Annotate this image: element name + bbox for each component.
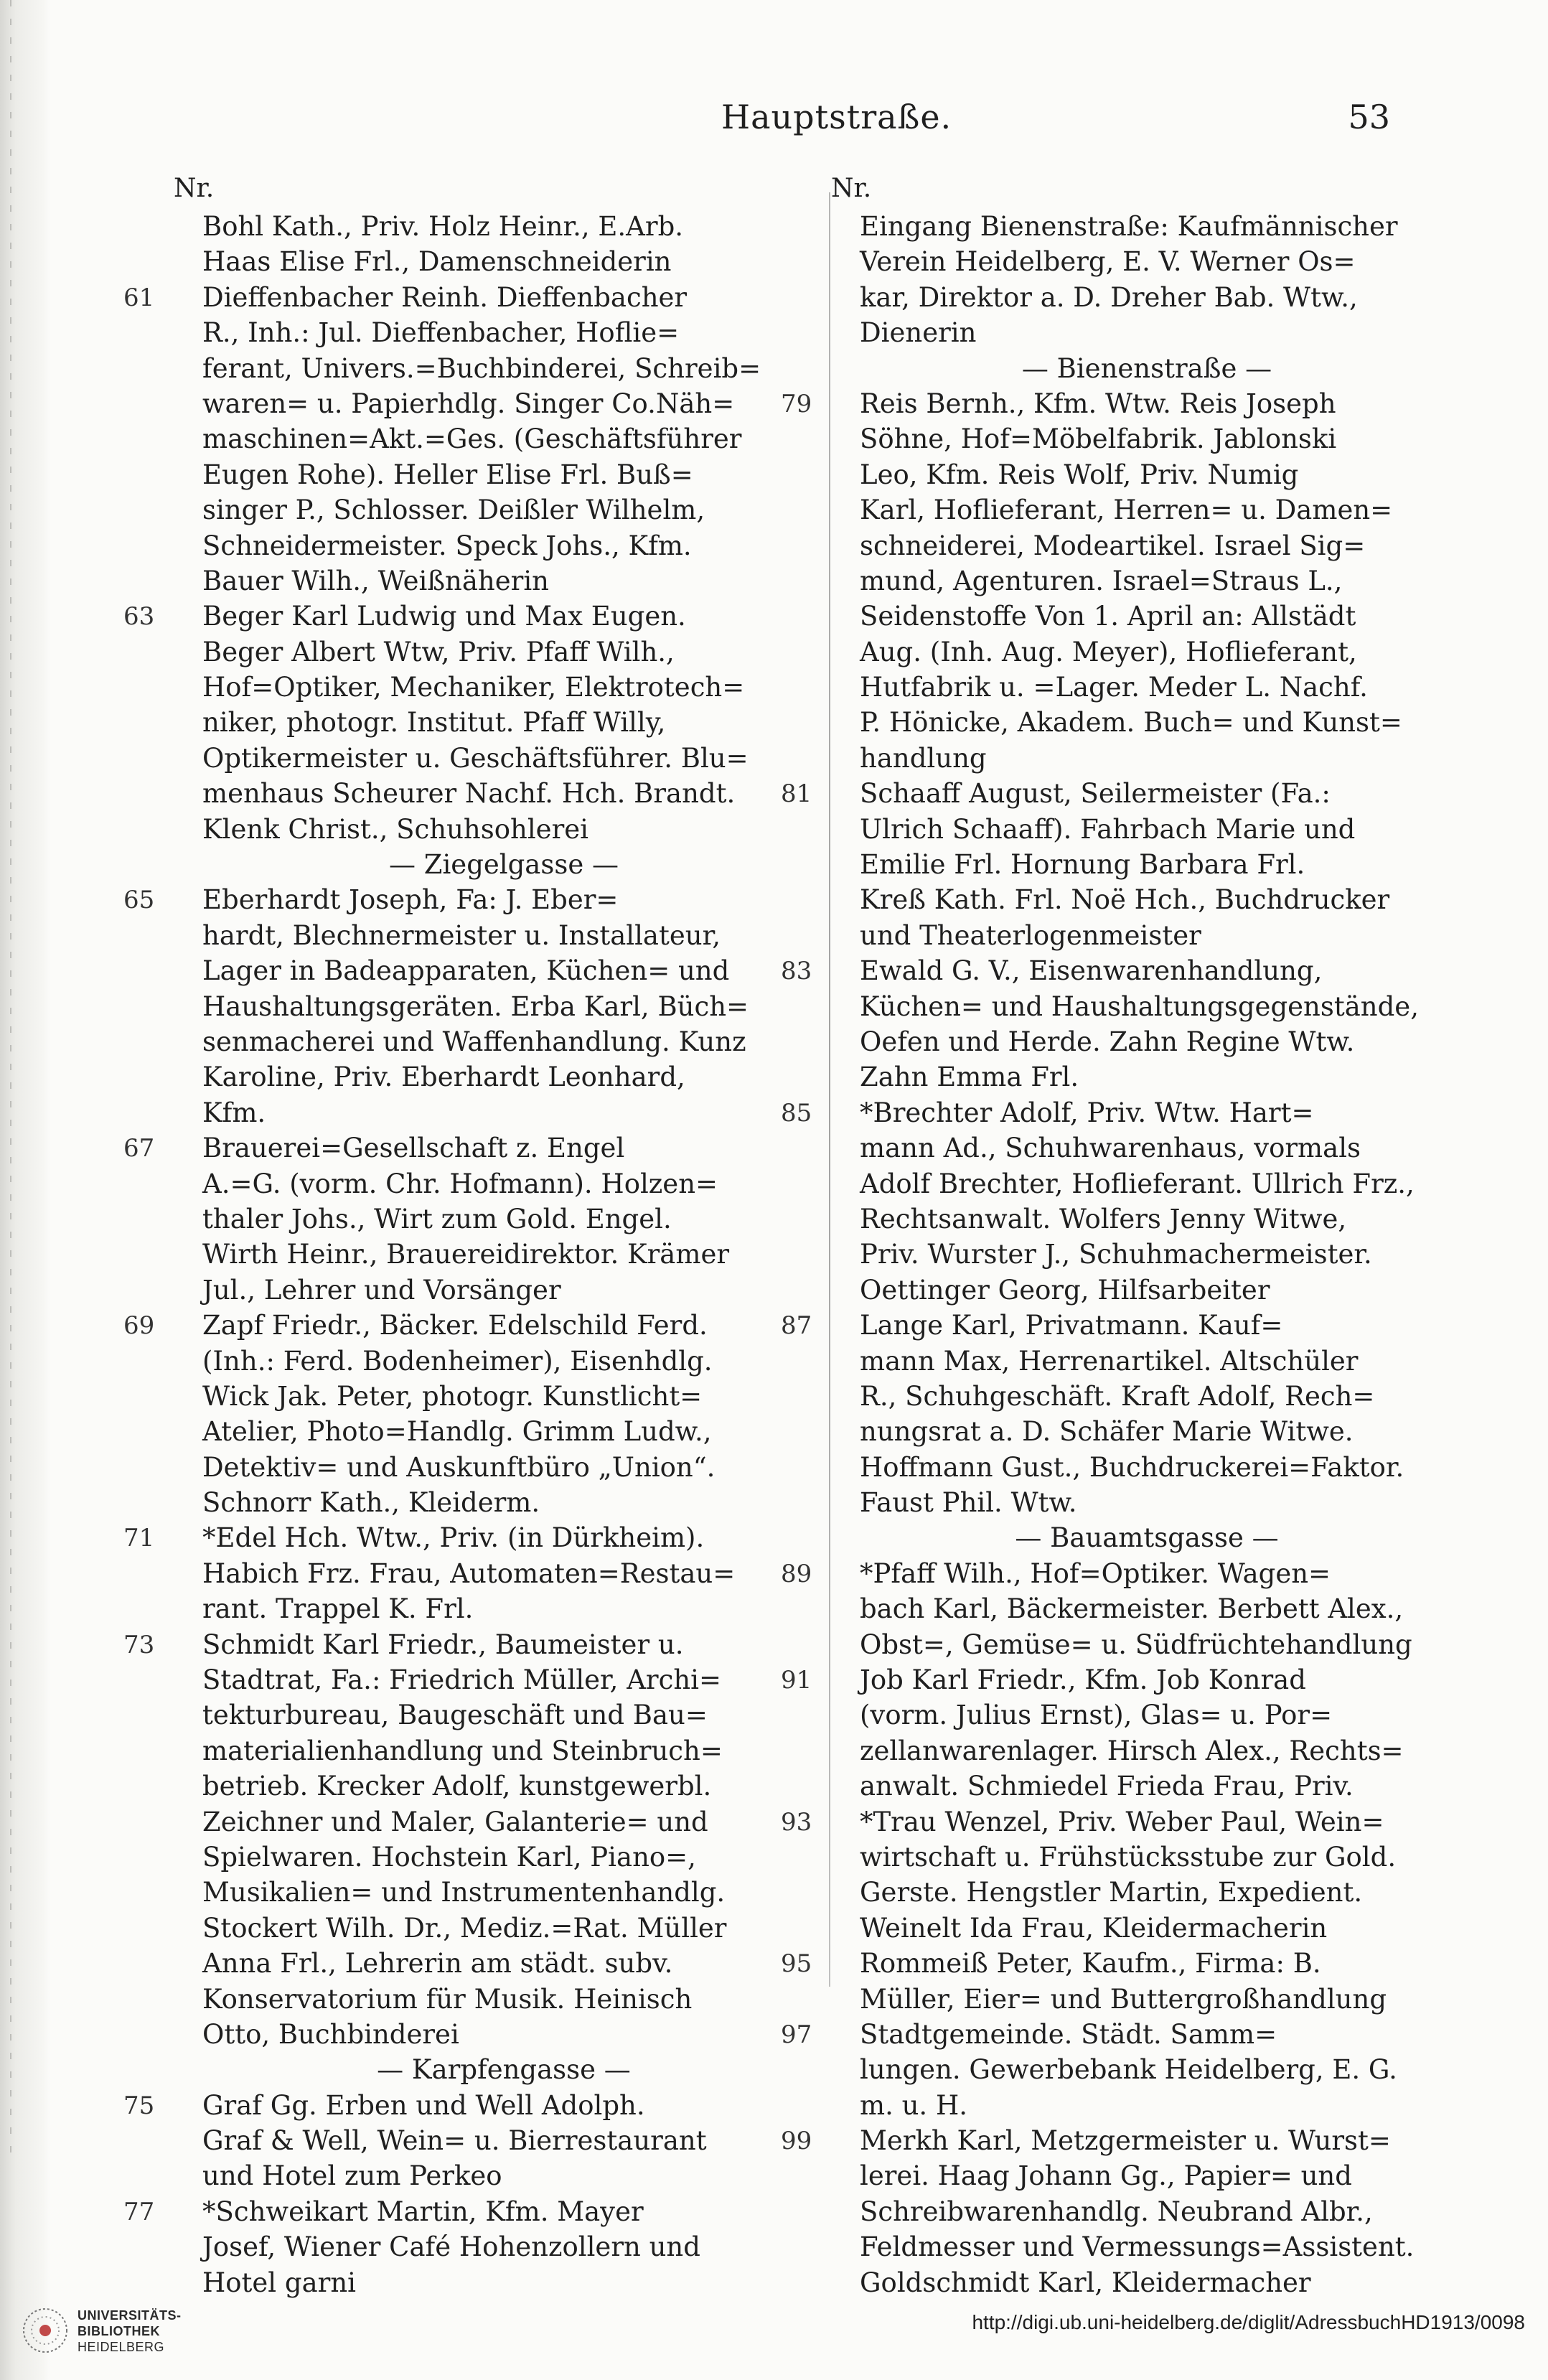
entry-text: Leo, Kfm. Reis Wolf, Priv. Numig — [860, 459, 1299, 490]
entry-line — [202, 1201, 805, 1237]
entry-line — [781, 2017, 1434, 2052]
entry-line — [202, 1804, 805, 1840]
entry-line — [123, 2088, 805, 2123]
entry-text: Karoline, Priv. Eberhardt Leonhard, — [202, 1062, 685, 1093]
house-number: 63 — [123, 602, 155, 632]
entry-line — [860, 1875, 1434, 1910]
house-number: 87 — [781, 1311, 812, 1341]
entry-text: wirtschaft u. Frühstücksstube zur Gold. — [860, 1841, 1397, 1873]
entry-line — [202, 563, 805, 599]
entry-line — [860, 209, 1434, 244]
entry-line — [202, 1237, 805, 1272]
entry-line — [781, 1946, 1434, 1981]
house-number: 69 — [123, 1311, 155, 1341]
entry-text: Eingang Bienenstraße: Kaufmännischer — [860, 211, 1398, 242]
library-emblem-icon — [20, 2305, 70, 2356]
entry-text: Gerste. Hengstler Martin, Expedient. — [860, 1877, 1363, 1908]
entry-text: Habich Frz. Frau, Automaten=Restau= — [202, 1557, 736, 1589]
entry-line — [781, 1556, 1434, 1591]
entry-line — [860, 315, 1434, 350]
entry-text: bach Karl, Bäckermeister. Berbett Alex., — [860, 1593, 1404, 1625]
entry-line — [202, 670, 805, 705]
entry-text: kar, Direktor a. D. Dreher Bab. Wtw., — [860, 281, 1358, 313]
entry-line — [202, 1697, 805, 1733]
entry-text: (vorm. Julius Ernst), Glas= u. Por= — [860, 1700, 1333, 1731]
entry-text: niker, photogr. Institut. Pfaff Willy, — [202, 707, 666, 739]
entry-text: und Hotel zum Perkeo — [202, 2160, 502, 2192]
entry-line — [860, 741, 1434, 776]
entry-line — [202, 1946, 805, 1981]
entry-line — [860, 634, 1434, 670]
house-number: 77 — [123, 2197, 155, 2226]
entry-line — [860, 244, 1434, 279]
entry-line — [860, 1840, 1434, 1875]
entry-text: Ewald G. V., Eisenwarenhandlung, — [860, 955, 1323, 987]
house-number: 91 — [781, 1666, 812, 1695]
entry-line — [860, 1627, 1434, 1662]
entry-text: Klenk Christ., Schuhsohlerei — [202, 813, 588, 845]
entry-line — [860, 1733, 1434, 1768]
house-number: 97 — [781, 2020, 812, 2049]
entry-text: A.=G. (vorm. Chr. Hofmann). Holzen= — [202, 1168, 718, 1199]
entry-text: mund, Agenturen. Israel=Straus L., — [860, 565, 1343, 596]
entry-text: Hutfabrik u. =Lager. Meder L. Nachf. — [860, 672, 1368, 703]
entry-line — [781, 1095, 1434, 1130]
entry-text: Eugen Rohe). Heller Elise Frl. Buß= — [202, 459, 693, 490]
entry-text: R., Schuhgeschäft. Kraft Adolf, Rech= — [860, 1380, 1375, 1412]
entry-line — [202, 812, 805, 847]
scan-binding-edge — [0, 0, 50, 2380]
entry-text: Rechtsanwalt. Wolfers Jenny Witwe, — [860, 1203, 1347, 1234]
entry-text: Stadtrat, Fa.: Friedrich Müller, Archi= — [202, 1664, 721, 1696]
library-name-line1: UNIVERSITÄTS- — [78, 2308, 182, 2323]
nr-label: Nr. — [174, 174, 215, 203]
entry-text: singer P., Schlosser. Deißler Wilhelm, — [202, 495, 705, 526]
entry-text: Goldschmidt Karl, Kleidermacher — [860, 2267, 1311, 2298]
entry-text: Beger Albert Wtw, Priv. Pfaff Wilh., — [202, 636, 675, 667]
entry-line — [781, 386, 1434, 421]
entry-line — [202, 1344, 805, 1379]
house-number: 79 — [781, 389, 812, 418]
entry-line — [202, 1662, 805, 1697]
entry-line — [202, 1095, 805, 1130]
entry-text: Feldmesser und Vermessungs=Assistent. — [860, 2231, 1415, 2263]
house-number: 65 — [123, 886, 155, 915]
entry-text: Beger Karl Ludwig und Max Eugen. — [202, 601, 686, 632]
house-number: 61 — [123, 283, 155, 312]
entry-line — [860, 2265, 1434, 2300]
entry-text: Rommeiß Peter, Kaufm., Firma: B. — [860, 1948, 1321, 1980]
entry-text: betrieb. Krecker Adolf, kunstgewerbl. — [202, 1771, 712, 1802]
entry-line — [123, 1130, 805, 1166]
entry-text: Hotel garni — [202, 2267, 356, 2298]
house-number: 95 — [781, 1949, 812, 1979]
entry-text: Müller, Eier= und Buttergroßhandlung — [860, 1983, 1387, 2015]
entry-line — [123, 1308, 805, 1343]
entry-line — [860, 989, 1434, 1024]
entry-line — [781, 1662, 1434, 1697]
house-number: 89 — [781, 1559, 812, 1588]
entry-text: *Brechter Adolf, Priv. Wtw. Hart= — [860, 1097, 1314, 1128]
entry-text: Söhne, Hof=Möbelfabrik. Jablonski — [860, 423, 1337, 455]
library-name-line2: BIBLIOTHEK — [78, 2324, 160, 2338]
entry-text: Verein Heidelberg, E. V. Werner Os= — [860, 246, 1356, 278]
entry-line — [202, 1166, 805, 1201]
street-heading: — Ziegelgasse — — [389, 849, 619, 881]
entry-line — [860, 1591, 1434, 1626]
entry-line — [860, 563, 1434, 599]
entry-text: Merkh Karl, Metzgermeister u. Wurst= — [860, 2125, 1391, 2157]
entry-line — [202, 351, 805, 386]
entry-line — [860, 918, 1434, 953]
entry-text: maschinen=Akt.=Ges. (Geschäftsführer — [202, 423, 742, 455]
entry-text: Hoffmann Gust., Buchdruckerei=Faktor. — [860, 1451, 1404, 1483]
entry-line — [202, 1982, 805, 2017]
entry-line — [860, 1982, 1434, 2017]
entry-line — [860, 2158, 1434, 2193]
entry-line — [860, 280, 1434, 315]
entry-text: materialienhandlung und Steinbruch= — [202, 1735, 723, 1766]
entry-line — [202, 1414, 805, 1449]
entry-text: Oefen und Herde. Zahn Regine Wtw. — [860, 1026, 1355, 1057]
entry-line — [202, 1840, 805, 1875]
entry-line — [202, 2229, 805, 2264]
entry-text: menhaus Scheurer Nachf. Hch. Brandt. — [202, 778, 736, 810]
entry-line — [781, 1308, 1434, 1343]
entry-line — [860, 1024, 1434, 1059]
entry-line — [123, 280, 805, 315]
entry-text: Schreibwarenhandlg. Neubrand Albr., — [860, 2196, 1373, 2227]
entry-text: Aug. (Inh. Aug. Meyer), Hoflieferant, — [860, 636, 1357, 667]
entry-text: Oettinger Georg, Hilfsarbeiter — [860, 1274, 1270, 1306]
entry-line — [202, 315, 805, 350]
entry-line — [202, 2017, 805, 2052]
entry-line — [202, 1485, 805, 1520]
entry-line — [860, 457, 1434, 492]
entry-text: handlung — [860, 742, 987, 774]
entry-text: Haas Elise Frl., Damenschneiderin — [202, 246, 672, 278]
entry-line — [781, 2123, 1434, 2158]
entry-line — [202, 847, 805, 882]
entry-line — [202, 2052, 805, 2087]
entry-text: Graf & Well, Wein= u. Bierrestaurant — [202, 2125, 707, 2157]
entry-line — [123, 2194, 805, 2229]
entry-text: Zeichner und Maler, Galanterie= und — [202, 1806, 708, 1837]
entry-text: Seidenstoffe Von 1. April an: Allstädt — [860, 601, 1356, 632]
entry-line — [202, 1591, 805, 1626]
entry-text: Brauerei=Gesellschaft z. Engel — [202, 1133, 625, 1164]
entry-text: Bauer Wilh., Weißnäherin — [202, 565, 550, 596]
entry-text: Detektiv= und Auskunftbüro „Union“. — [202, 1451, 716, 1483]
entry-line — [202, 1059, 805, 1095]
entry-text: Stadtgemeinde. Städt. Samm= — [860, 2018, 1277, 2050]
entry-text: thaler Johs., Wirt zum Gold. Engel. — [202, 1203, 672, 1234]
entry-line — [781, 953, 1434, 988]
entry-text: Obst=, Gemüse= u. Südfrüchtehandlung — [860, 1629, 1412, 1660]
entry-line — [860, 1273, 1434, 1308]
entry-text: *Trau Wenzel, Priv. Weber Paul, Wein= — [860, 1806, 1384, 1837]
entry-line — [202, 1024, 805, 1059]
entry-line — [123, 882, 805, 917]
entry-line — [202, 1733, 805, 1768]
entry-text: Otto, Buchbinderei — [202, 2018, 459, 2050]
entry-line — [860, 847, 1434, 882]
entry-text: Hof=Optiker, Mechaniker, Elektrotech= — [202, 672, 745, 703]
entry-line — [860, 1344, 1434, 1379]
entry-text: Schneidermeister. Speck Johs., Kfm. — [202, 530, 692, 561]
entry-line — [860, 492, 1434, 528]
entry-text: Kfm. — [202, 1097, 266, 1128]
entry-text: Eberhardt Joseph, Fa: J. Eber= — [202, 884, 619, 916]
entry-text: mann Ad., Schuhwarenhaus, vormals — [860, 1133, 1361, 1164]
entry-text: nungsrat a. D. Schäfer Marie Witwe. — [860, 1416, 1354, 1448]
entry-line — [860, 670, 1434, 705]
library-name-line3: HEIDELBERG — [78, 2340, 165, 2354]
entry-line — [202, 421, 805, 456]
house-number: 99 — [781, 2127, 812, 2156]
entry-line — [202, 918, 805, 953]
entry-text: *Schweikart Martin, Kfm. Mayer — [202, 2196, 644, 2227]
entry-text: Emilie Frl. Hornung Barbara Frl. — [860, 849, 1305, 881]
entry-text: Stockert Wilh. Dr., Mediz.=Rat. Müller — [202, 1912, 727, 1944]
entry-text: anwalt. Schmiedel Frieda Frau, Priv. — [860, 1771, 1354, 1802]
entry-text: zellanwarenlager. Hirsch Alex., Rechts= — [860, 1735, 1404, 1766]
entry-text: senmacherei und Waffenhandlung. Kunz — [202, 1026, 746, 1057]
entry-line — [202, 1911, 805, 1946]
entry-text: mann Max, Herrenartikel. Altschüler — [860, 1345, 1359, 1377]
entry-line — [202, 457, 805, 492]
entry-text: Anna Frl., Lehrerin am städt. subv. — [202, 1948, 673, 1980]
entry-line — [202, 2265, 805, 2300]
entry-text: Haushaltungsgeräten. Erba Karl, Büch= — [202, 990, 749, 1022]
entry-line — [202, 776, 805, 811]
entry-line — [202, 386, 805, 421]
entry-text: waren= u. Papierhdlg. Singer Co.Näh= — [202, 388, 735, 419]
entry-text: Graf Gg. Erben und Well Adolph. — [202, 2089, 645, 2121]
column-divider — [829, 192, 830, 1987]
entry-line — [860, 1520, 1434, 1555]
entry-lines — [123, 209, 805, 2300]
entry-line — [202, 244, 805, 279]
entry-text: Wirth Heinr., Brauereidirektor. Krämer — [202, 1239, 730, 1270]
entry-line — [860, 2229, 1434, 2264]
entry-line — [860, 1768, 1434, 1804]
entry-text: Lange Karl, Privatmann. Kauf= — [860, 1310, 1283, 1341]
entry-text: R., Inh.: Jul. Dieffenbacher, Hoflie= — [202, 317, 680, 349]
entry-line — [202, 1875, 805, 1910]
entry-line — [860, 1237, 1434, 1272]
house-number: 93 — [781, 1807, 812, 1837]
entry-text: Lager in Badeapparaten, Küchen= und — [202, 955, 730, 987]
entry-text: lungen. Gewerbebank Heidelberg, E. G. — [860, 2054, 1397, 2086]
entry-line — [202, 2158, 805, 2193]
entry-line — [860, 1166, 1434, 1201]
entry-text: Ulrich Schaaff). Fahrbach Marie und — [860, 813, 1356, 845]
nr-label: Nr. — [831, 174, 872, 203]
house-number: 85 — [781, 1098, 812, 1128]
entry-line — [860, 705, 1434, 740]
entry-line — [860, 1485, 1434, 1520]
house-number: 75 — [123, 2091, 155, 2120]
entry-text: Karl, Hoflieferant, Herren= u. Damen= — [860, 495, 1393, 526]
entry-line — [123, 1520, 805, 1555]
entry-text: *Edel Hch. Wtw., Priv. (in Dürkheim). — [202, 1522, 705, 1554]
entry-text: Kreß Kath. Frl. Noë Hch., Buchdrucker — [860, 884, 1390, 916]
entry-line — [860, 1201, 1434, 1237]
library-logo — [20, 2302, 221, 2360]
entry-line — [202, 989, 805, 1024]
entry-line — [202, 209, 805, 244]
entry-line — [202, 1450, 805, 1485]
entry-text: Optikermeister u. Geschäftsführer. Blu= — [202, 742, 749, 774]
house-number: 67 — [123, 1134, 155, 1163]
entry-line — [123, 1627, 805, 1662]
entry-text: Zahn Emma Frl. — [860, 1062, 1079, 1093]
entry-line — [202, 2123, 805, 2158]
entry-text: Atelier, Photo=Handlg. Grimm Ludw., — [202, 1416, 712, 1448]
running-head — [0, 92, 1548, 142]
entry-text: Musikalien= und Instrumentenhandlg. — [202, 1877, 726, 1908]
entry-text: Schaaff August, Seilermeister (Fa.: — [860, 778, 1331, 810]
house-number: 71 — [123, 1524, 155, 1553]
house-number: 83 — [781, 957, 812, 986]
entry-line — [202, 741, 805, 776]
entry-line — [860, 1379, 1434, 1414]
entry-line — [860, 1911, 1434, 1946]
entry-text: Reis Bernh., Kfm. Wtw. Reis Joseph — [860, 388, 1336, 419]
entry-line — [781, 1804, 1434, 1840]
entry-text: Faust Phil. Wtw. — [860, 1487, 1077, 1519]
entry-line — [202, 1273, 805, 1308]
entry-line — [860, 1450, 1434, 1485]
entry-line — [860, 1697, 1434, 1733]
entry-text: Job Karl Friedr., Kfm. Job Konrad — [860, 1664, 1306, 1696]
page-title: Hauptstraße. — [721, 98, 952, 136]
entry-text: Weinelt Ida Frau, Kleidermacherin — [860, 1912, 1328, 1944]
entry-text: rant. Trappel K. Frl. — [202, 1593, 474, 1625]
entry-text: lerei. Haag Johann Gg., Papier= und — [860, 2160, 1352, 2192]
right-column — [781, 169, 1434, 2300]
entry-text: Schmidt Karl Friedr., Baumeister u. — [202, 1629, 684, 1660]
entry-text: Priv. Wurster J., Schuhmachermeister. — [860, 1239, 1372, 1270]
entry-line — [781, 776, 1434, 811]
entry-line — [202, 705, 805, 740]
entry-text: *Pfaff Wilh., Hof=Optiker. Wagen= — [860, 1557, 1331, 1589]
entry-line — [860, 351, 1434, 386]
entry-text: Spielwaren. Hochstein Karl, Piano=, — [202, 1841, 696, 1873]
entry-text: P. Hönicke, Akadem. Buch= und Kunst= — [860, 707, 1402, 739]
entry-line — [202, 634, 805, 670]
entry-text: tekturbureau, Baugeschäft und Bau= — [202, 1700, 708, 1731]
entry-line — [860, 2088, 1434, 2123]
entry-text: schneiderei, Modeartikel. Israel Sig= — [860, 530, 1366, 561]
entry-text: ferant, Univers.=Buchbinderei, Schreib= — [202, 352, 761, 384]
page-number: 53 — [1348, 98, 1390, 136]
entry-text: Adolf Brechter, Hoflieferant. Ullrich Frz., — [860, 1168, 1415, 1199]
entry-line — [860, 2194, 1434, 2229]
entry-line — [860, 1414, 1434, 1449]
entry-text: Wick Jak. Peter, photogr. Kunstlicht= — [202, 1380, 703, 1412]
entry-text: Dienerin — [860, 317, 977, 349]
entry-line — [860, 421, 1434, 456]
entry-line — [860, 1130, 1434, 1166]
entry-line — [123, 599, 805, 634]
entry-line — [202, 1556, 805, 1591]
entry-line — [860, 2052, 1434, 2087]
entry-line — [202, 953, 805, 988]
entry-text: m. u. H. — [860, 2089, 967, 2121]
street-heading: — Bauamtsgasse — — [1015, 1522, 1279, 1554]
entry-line — [202, 1768, 805, 1804]
house-number: 73 — [123, 1630, 155, 1659]
entry-line — [860, 528, 1434, 563]
entry-text: (Inh.: Ferd. Bodenheimer), Eisenhdlg. — [202, 1345, 713, 1377]
entry-line — [202, 1379, 805, 1414]
source-url-link[interactable]: http://digi.ub.uni-heidelberg.de/diglit/AdressbuchHD1913/0098 — [972, 2311, 1525, 2333]
entry-text: Josef, Wiener Café Hohenzollern und — [202, 2231, 700, 2263]
left-column — [123, 169, 805, 2300]
entry-line — [202, 492, 805, 528]
entry-text: Bohl Kath., Priv. Holz Heinr., E.Arb. — [202, 211, 684, 242]
entry-line — [860, 812, 1434, 847]
house-number: 81 — [781, 779, 812, 809]
entry-lines — [781, 209, 1434, 2300]
entry-text: Zapf Friedr., Bäcker. Edelschild Ferd. — [202, 1310, 708, 1341]
street-heading: — Bienenstraße — — [1021, 352, 1272, 384]
street-heading: — Karpfengasse — — [377, 2054, 631, 2086]
entry-line — [202, 528, 805, 563]
entry-text: hardt, Blechnermeister u. Installateur, — [202, 919, 721, 951]
entry-text: und Theaterlogenmeister — [860, 919, 1201, 951]
entry-line — [860, 882, 1434, 917]
entry-text: Küchen= und Haushaltungsgegenstände, — [860, 990, 1419, 1022]
entry-text: Schnorr Kath., Kleiderm. — [202, 1487, 540, 1519]
entry-text: Jul., Lehrer und Vorsänger — [202, 1274, 561, 1306]
entry-text: Konservatorium für Musik. Heinisch — [202, 1983, 693, 2015]
entry-line — [860, 599, 1434, 634]
entry-text: Dieffenbacher Reinh. Dieffenbacher — [202, 281, 688, 313]
entry-line — [860, 1059, 1434, 1095]
